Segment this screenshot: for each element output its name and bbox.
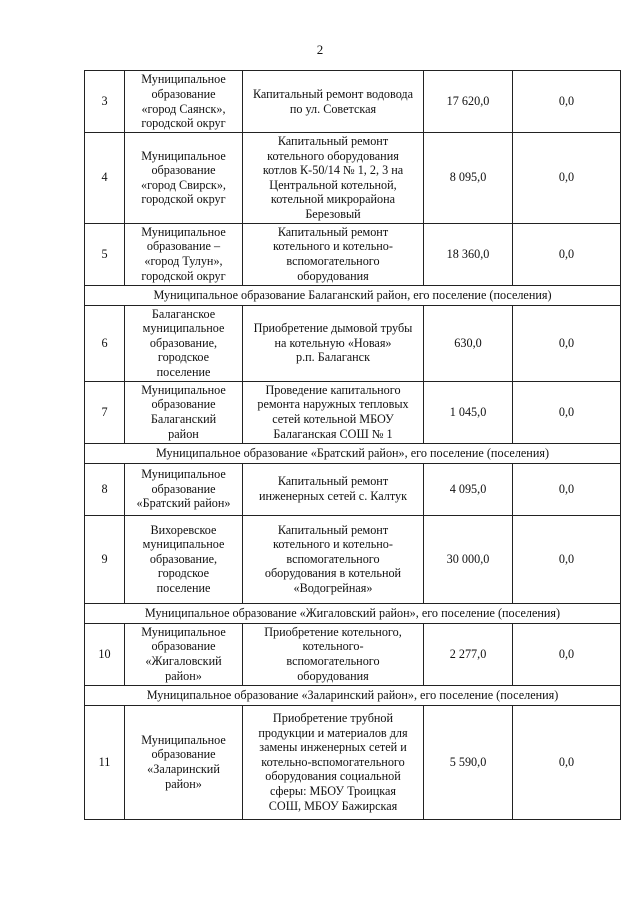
page-number: 2 [316, 42, 324, 57]
table-row [85, 305, 621, 381]
amount-cell: 18 360,0 [424, 223, 513, 285]
table-row [85, 223, 621, 285]
value-cell: 0,0 [513, 623, 621, 685]
section-row [85, 685, 621, 705]
section-heading: Муниципальное образование «Заларинский район», его поселение (поселения) [85, 685, 621, 705]
municipality-cell: Балаганское муниципальное образование, городское поселение [125, 305, 243, 381]
municipality-cell: Муниципальное образование «город Свирск», городской округ [125, 133, 243, 224]
description-cell: Капитальный ремонт водовода по ул. Советская [243, 71, 424, 133]
value-cell: 0,0 [513, 381, 621, 443]
section-heading: Муниципальное образование Балаганский район, его поселение (поселения) [85, 285, 621, 305]
section-heading: Муниципальное образование «Жигаловский район», его поселение (поселения) [85, 603, 621, 623]
table-row [85, 623, 621, 685]
amount-cell: 1 045,0 [424, 381, 513, 443]
row-number-cell: 8 [85, 463, 125, 515]
row-number-cell: 9 [85, 515, 125, 603]
row-number-cell: 3 [85, 71, 125, 133]
row-number-cell: 7 [85, 381, 125, 443]
amount-cell: 5 590,0 [424, 705, 513, 819]
amount-cell: 8 095,0 [424, 133, 513, 224]
table-row [85, 133, 621, 224]
table-row [85, 515, 621, 603]
value-cell: 0,0 [513, 71, 621, 133]
row-number-cell: 11 [85, 705, 125, 819]
section-heading: Муниципальное образование «Братский район», его поселение (поселения) [85, 443, 621, 463]
amount-cell: 17 620,0 [424, 71, 513, 133]
municipality-cell: Муниципальное образование Балаганский район [125, 381, 243, 443]
table-row [85, 71, 621, 133]
amount-cell: 30 000,0 [424, 515, 513, 603]
funding-table [84, 70, 621, 820]
description-cell: Капитальный ремонт котельного и котельно- вспомогательного оборудования в котельной «Водогрейная» [243, 515, 424, 603]
municipality-cell: Вихоревское муниципальное образование, городское поселение [125, 515, 243, 603]
table-row [85, 381, 621, 443]
row-number-cell: 10 [85, 623, 125, 685]
value-cell: 0,0 [513, 305, 621, 381]
value-cell: 0,0 [513, 463, 621, 515]
description-cell: Приобретение котельного, котельного- вспомогательного оборудования [243, 623, 424, 685]
amount-cell: 4 095,0 [424, 463, 513, 515]
section-row [85, 443, 621, 463]
description-cell: Капитальный ремонт инженерных сетей с. Калтук [243, 463, 424, 515]
municipality-cell: Муниципальное образование – «город Тулун», городской округ [125, 223, 243, 285]
municipality-cell: Муниципальное образование «город Саянск», городской округ [125, 71, 243, 133]
description-cell: Капитальный ремонт котельного оборудования котлов К-50/14 № 1, 2, 3 на Центральной котельной, котельной микрорайона Березовый [243, 133, 424, 224]
description-cell: Приобретение дымовой трубы на котельную «Новая» р.п. Балаганск [243, 305, 424, 381]
table-body [85, 71, 621, 820]
value-cell: 0,0 [513, 515, 621, 603]
value-cell: 0,0 [513, 223, 621, 285]
description-cell: Приобретение трубной продукции и материалов для замены инженерных сетей и котельно-вспомогательного оборудования социальной сферы: МБОУ Троицкая СОШ, МБОУ Бажирская [243, 705, 424, 819]
row-number-cell: 6 [85, 305, 125, 381]
description-cell: Проведение капитального ремонта наружных тепловых сетей котельной МБОУ Балаганская СОШ № 1 [243, 381, 424, 443]
municipality-cell: Муниципальное образование «Жигаловский район» [125, 623, 243, 685]
row-number-cell: 5 [85, 223, 125, 285]
description-cell: Капитальный ремонт котельного и котельно- вспомогательного оборудования [243, 223, 424, 285]
municipality-cell: Муниципальное образование «Братский район» [125, 463, 243, 515]
municipality-cell: Муниципальное образование «Заларинский район» [125, 705, 243, 819]
value-cell: 0,0 [513, 133, 621, 224]
table-row [85, 705, 621, 819]
section-row [85, 285, 621, 305]
row-number-cell: 4 [85, 133, 125, 224]
value-cell: 0,0 [513, 705, 621, 819]
amount-cell: 2 277,0 [424, 623, 513, 685]
table-row [85, 463, 621, 515]
section-row [85, 603, 621, 623]
amount-cell: 630,0 [424, 305, 513, 381]
